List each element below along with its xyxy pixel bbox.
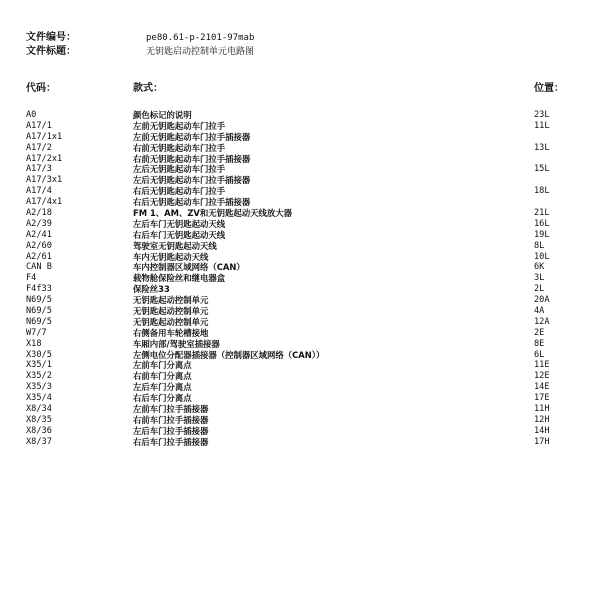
table-row (0, 110, 603, 121)
column-header-desc: 款式： (133, 83, 163, 94)
component-description: 左后车门拉手插接器 (133, 425, 209, 436)
component-description: 车厢内部/驾驶室插接器 (133, 338, 220, 349)
component-position: 12E (534, 371, 550, 382)
component-description: 左侧电位分配器插接器（控制器区域网络（CAN）） (133, 349, 325, 360)
component-code: N69/5 (26, 316, 52, 327)
component-code: A17/1 (26, 120, 52, 131)
table-row (0, 186, 603, 197)
table-row (0, 393, 603, 404)
component-code: A17/2x1 (26, 153, 63, 164)
component-description: 左前无钥匙起动车门拉手插接器 (133, 131, 251, 142)
component-code: X35/1 (26, 360, 52, 371)
component-code: F4 (26, 273, 37, 284)
component-code: A2/39 (26, 218, 52, 229)
component-description: 无钥匙起动控制单元 (133, 295, 209, 306)
table-row (0, 230, 603, 241)
component-code: A0 (26, 110, 37, 120)
component-position: 3L (534, 273, 545, 284)
component-position: 15L (534, 164, 550, 175)
component-position: 20A (534, 295, 550, 306)
component-position: 16L (534, 218, 550, 229)
component-description: 右后车门拉手插接器 (133, 436, 209, 447)
column-header-position: 位置： (534, 83, 564, 94)
component-table (0, 110, 603, 448)
component-description: 右前无钥匙起动车门拉手 (133, 142, 226, 153)
component-code: W7/7 (26, 327, 47, 338)
component-position: 19L (534, 229, 550, 240)
component-code: F4f33 (26, 284, 52, 295)
table-row (0, 284, 603, 295)
component-position: 12H (534, 414, 550, 425)
table-row (0, 219, 603, 230)
component-position: 2L (534, 284, 545, 295)
component-code: X30/5 (26, 349, 52, 360)
component-position: 6K (534, 262, 545, 273)
table-row (0, 339, 603, 350)
doc-number-value: pe80.61-p-2101-97mab (146, 33, 255, 43)
component-code: CAN B (26, 262, 52, 273)
component-description: 保险丝33 (133, 284, 170, 295)
component-code: A2/60 (26, 240, 52, 251)
table-row (0, 164, 603, 175)
component-code: X35/4 (26, 393, 52, 404)
component-code: N69/5 (26, 295, 52, 306)
table-row (0, 132, 603, 143)
component-code: A17/4 (26, 186, 52, 197)
component-position: 11E (534, 360, 550, 371)
component-position: 10L (534, 251, 550, 262)
table-row (0, 208, 603, 219)
component-position: 21L (534, 208, 550, 219)
table-row (0, 317, 603, 328)
component-description: 右后车门分离点 (133, 393, 192, 404)
doc-title-value: 无钥匙启动控制单元电路图 (146, 47, 255, 57)
component-code: X8/35 (26, 414, 52, 425)
component-description: 右前车门拉手插接器 (133, 414, 209, 425)
table-row (0, 404, 603, 415)
component-code: A17/1x1 (26, 131, 63, 142)
table-row (0, 241, 603, 252)
component-description: 左后车门无钥匙起动天线 (133, 218, 226, 229)
component-position: 17H (534, 436, 550, 447)
component-code: A2/61 (26, 251, 52, 262)
doc-title-label: 文件标题： (26, 46, 76, 57)
table-row (0, 262, 603, 273)
component-description: 右后无钥匙起动车门拉手插接器 (133, 197, 251, 208)
component-code: X8/34 (26, 404, 52, 415)
component-description: 左后无钥匙起动车门拉手插接器 (133, 175, 251, 186)
table-row (0, 306, 603, 317)
component-position: 23L (534, 110, 550, 120)
component-description: 左后无钥匙起动车门拉手 (133, 164, 226, 175)
table-row (0, 295, 603, 306)
component-position: 6L (534, 349, 545, 360)
component-position: 11H (534, 404, 550, 415)
component-code: A17/2 (26, 142, 52, 153)
component-code: X8/37 (26, 436, 52, 447)
component-description: 驾驶室无钥匙起动天线 (133, 240, 217, 251)
component-code: A2/41 (26, 229, 52, 240)
table-row (0, 371, 603, 382)
component-position: 17E (534, 393, 550, 404)
component-description: 车内无钥匙起动天线 (133, 251, 209, 262)
component-description: FM 1、AM、ZV和无钥匙起动天线放大器 (133, 208, 293, 219)
component-description: 右后无钥匙起动车门拉手 (133, 186, 226, 197)
component-description: 无钥匙起动控制单元 (133, 306, 209, 317)
component-description: 右前车门分离点 (133, 371, 192, 382)
table-row (0, 382, 603, 393)
component-position: 12A (534, 316, 550, 327)
component-description: 左前无钥匙起动车门拉手 (133, 120, 226, 131)
component-description: 车内控制器区域网络（CAN） (133, 262, 245, 273)
component-code: X8/36 (26, 425, 52, 436)
column-header-code: 代码： (26, 83, 56, 94)
component-position: 13L (534, 142, 550, 153)
component-code: A17/3 (26, 164, 52, 175)
component-position: 8E (534, 338, 545, 349)
component-position: 4A (534, 306, 545, 317)
component-code: X35/2 (26, 371, 52, 382)
component-description: 左前车门拉手插接器 (133, 404, 209, 415)
table-row (0, 350, 603, 361)
component-description: 左后车门分离点 (133, 382, 192, 393)
component-code: A17/3x1 (26, 175, 63, 186)
component-description: 左前车门分离点 (133, 360, 192, 371)
table-row (0, 437, 603, 448)
component-position: 11L (534, 120, 550, 131)
table-row (0, 197, 603, 208)
component-description: 右后车门无钥匙起动天线 (133, 229, 226, 240)
component-description: 无钥匙起动控制单元 (133, 316, 209, 327)
component-description: 右侧备用车轮槽接地 (133, 327, 209, 338)
table-row (0, 360, 603, 371)
table-row (0, 121, 603, 132)
component-code: X18 (26, 338, 42, 349)
table-row (0, 426, 603, 437)
component-code: N69/5 (26, 306, 52, 317)
component-position: 18L (534, 186, 550, 197)
table-row (0, 154, 603, 165)
doc-number-label: 文件编号： (26, 32, 76, 43)
component-position: 14H (534, 425, 550, 436)
component-position: 2E (534, 327, 545, 338)
table-row (0, 143, 603, 154)
component-code: A17/4x1 (26, 197, 63, 208)
component-description: 颜色标记的说明 (133, 110, 192, 120)
table-row (0, 415, 603, 426)
table-row (0, 273, 603, 284)
component-position: 14E (534, 382, 550, 393)
table-row (0, 252, 603, 263)
component-code: A2/18 (26, 208, 52, 219)
component-description: 右前无钥匙起动车门拉手插接器 (133, 153, 251, 164)
table-row (0, 175, 603, 186)
component-description: 载物舱保险丝和继电器盒 (133, 273, 226, 284)
component-code: X35/3 (26, 382, 52, 393)
table-row (0, 328, 603, 339)
component-position: 8L (534, 240, 545, 251)
